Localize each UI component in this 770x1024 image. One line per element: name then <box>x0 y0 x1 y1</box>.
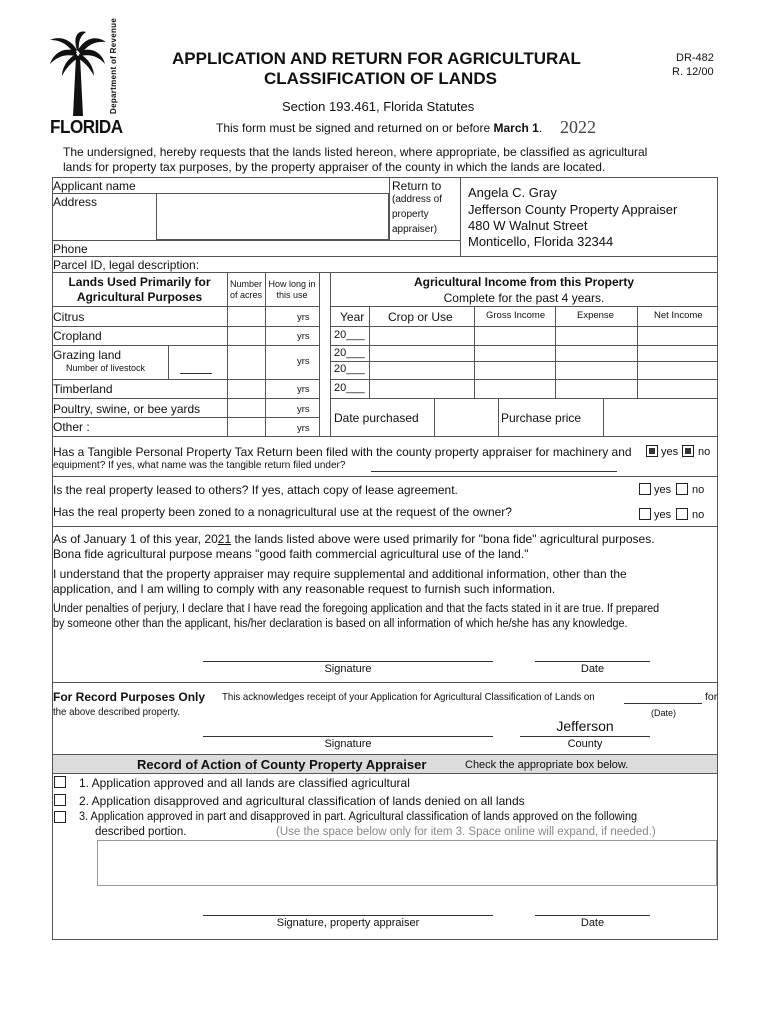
purchase-price-label: Purchase price <box>501 411 582 425</box>
q3-yes-label: yes <box>654 509 672 521</box>
parcel-field[interactable] <box>210 257 715 271</box>
address-label: Address <box>53 195 98 209</box>
q1-no-label: no <box>698 446 711 458</box>
parcel-label: Parcel ID, legal description: <box>53 258 200 272</box>
statement-year[interactable]: 21 <box>217 532 232 546</box>
land-label: Grazing land <box>53 348 122 362</box>
action-title: Record of Action of County Property Appraiser <box>137 757 427 772</box>
lands-header-line1: Lands Used Primarily for <box>68 275 211 289</box>
record-purposes-title: For Record Purposes Only <box>53 690 206 704</box>
q1-yes-label: yes <box>661 446 679 458</box>
lands-header <box>52 275 227 305</box>
income-year-2[interactable]: 20___ <box>334 347 365 359</box>
form-title-line2: CLASSIFICATION OF LANDS <box>264 69 497 88</box>
land-unit: yrs <box>297 384 310 395</box>
land-unit: yrs <box>297 331 310 342</box>
appraiser-name: Angela C. Gray <box>468 185 557 200</box>
deadline-prefix: This form must be signed and returned on or before <box>216 121 494 135</box>
intro-line2: lands for property tax purposes, by the property appraiser of the county in which the lands are located. <box>63 160 606 174</box>
address-field[interactable] <box>156 193 389 240</box>
q2-yes-checkbox[interactable] <box>639 483 651 495</box>
land-label: Poultry, swine, or bee yards <box>53 402 201 416</box>
appraiser-office: Jefferson County Property Appraiser <box>468 202 678 217</box>
q2-yes-label: yes <box>654 484 672 496</box>
form-revision: R. 12/00 <box>672 66 714 78</box>
appraiser-city: Monticello, Florida 32344 <box>468 234 614 249</box>
applicant-name-label: Applicant name <box>53 179 136 193</box>
q2-no-checkbox[interactable] <box>676 483 688 495</box>
described-portion-field[interactable] <box>97 840 717 886</box>
col-year: Year <box>340 310 365 324</box>
record-date-note: (Date) <box>651 708 677 718</box>
return-to-line2: (address of <box>392 194 443 205</box>
action-partial-checkbox[interactable] <box>54 811 66 823</box>
florida-dor-logo <box>50 17 123 138</box>
county-label: County <box>567 738 603 750</box>
q2-no-label: no <box>692 484 705 496</box>
form-title-line1: APPLICATION AND RETURN FOR AGRICULTURAL <box>172 49 581 68</box>
phone-field[interactable] <box>95 241 385 256</box>
record-line2: the above described property. <box>53 706 181 718</box>
income-year-1[interactable]: 20___ <box>334 329 365 341</box>
return-to-line1: Return to <box>392 179 442 193</box>
lands-header-line2: Agricultural Purposes <box>76 290 203 304</box>
livestock-field[interactable] <box>180 373 212 374</box>
action-approved-label: 1. Application approved and all lands are classified agricultural <box>79 776 410 790</box>
statement-supplemental-line2: application, and I am willing to comply with any reasonable request to furnish such information. <box>53 582 556 596</box>
action-partial-label-line2: described portion. <box>95 826 187 838</box>
income-year-3[interactable]: 20___ <box>334 363 365 375</box>
col-net: Net Income <box>654 310 703 321</box>
return-to-line4: appraiser) <box>392 224 438 235</box>
county-line <box>520 736 650 737</box>
county-value[interactable]: Jefferson <box>556 718 614 734</box>
record-purposes-text: This acknowledges receipt of your Application for Agricultural Classification of Lands on <box>222 691 595 703</box>
land-label: Cropland <box>53 329 102 343</box>
applicant-name-field[interactable] <box>150 178 388 192</box>
income-year-4[interactable]: 20___ <box>334 382 365 394</box>
form-number: DR-482 <box>676 52 714 64</box>
question-tangible-return: Has a Tangible Personal Property Tax Return been filed with the county property appraiser for machinery and <box>53 445 632 459</box>
action-partial-label: 3. Application approved in part and disapproved in part. Agricultural classification of lands approved on the following <box>79 811 638 823</box>
acres-header-line2: of acres <box>229 290 262 300</box>
col-crop: Crop or Use <box>388 310 453 324</box>
statement-perjury-line2: by someone other than the applicant, his/her declaration is based on all information of which he/she has any knowledge. <box>53 618 628 630</box>
statute-reference: Section 193.461, Florida Statutes <box>282 99 475 114</box>
land-label: Citrus <box>53 310 85 324</box>
land-unit: yrs <box>297 404 310 415</box>
statement-supplemental: I understand that the property appraiser may require supplemental and additional information, other than the <box>53 567 627 581</box>
acres-header-line1: Number <box>229 279 262 289</box>
acres-header <box>227 279 265 301</box>
applicant-date-label: Date <box>580 663 605 675</box>
q3-no-label: no <box>692 509 705 521</box>
land-unit: yrs <box>297 312 310 323</box>
action-partial-note: (Use the space below only for item 3. Space online will expand, if needed.) <box>276 826 656 838</box>
livestock-label: Number of livestock <box>66 363 146 373</box>
appraiser-street: 480 W Walnut Street <box>468 218 588 233</box>
howlong-header-line2: this use <box>276 290 308 300</box>
applicant-date-line[interactable] <box>535 661 650 662</box>
col-gross: Gross Income <box>486 310 546 321</box>
statement-prefix: As of January 1 of this year, 20 <box>53 532 218 546</box>
record-signature-label: Signature <box>324 738 372 750</box>
dept-vertical-text: Department of Revenue <box>109 17 118 114</box>
income-subtitle: Complete for the past 4 years. <box>443 291 605 305</box>
appraiser-date-line[interactable] <box>535 915 650 916</box>
action-check-note: Check the appropriate box below. <box>465 759 629 771</box>
date-purchased-label: Date purchased <box>334 411 419 425</box>
question-tangible-return-line2: equipment? If yes, what name was the tangible return filed under? <box>53 460 346 471</box>
record-for: for <box>705 691 718 703</box>
q1-yes-checkbox[interactable] <box>646 445 658 457</box>
florida-wordmark: FLORIDA <box>50 117 123 137</box>
q1-no-checkbox[interactable] <box>682 445 694 457</box>
tax-year[interactable]: 2022 <box>560 117 596 137</box>
statement-suffix: the lands listed above were used primarily for "bona fide" agricultural purposes. <box>231 532 655 546</box>
action-disapproved-label: 2. Application disapproved and agricultural classification of lands denied on all lands <box>79 794 525 808</box>
col-expense: Expense <box>577 310 614 321</box>
intro-line1: The undersigned, hereby requests that the lands listed hereon, where appropriate, be classified as agricultural <box>63 145 648 159</box>
statement-perjury: Under penalties of perjury, I declare that I have read the foregoing application and that the facts stated in it are true. If prepared <box>53 603 660 615</box>
tangible-name-field[interactable] <box>371 471 617 472</box>
land-unit: yrs <box>297 423 310 434</box>
deadline-date: March 1 <box>493 121 539 135</box>
appraiser-date-label: Date <box>580 917 605 929</box>
howlong-header-line1: How long in <box>268 279 316 289</box>
phone-label: Phone <box>53 242 88 256</box>
return-to-line3: property <box>392 209 429 220</box>
applicant-signature-label: Signature <box>324 663 372 675</box>
land-unit: yrs <box>297 356 310 367</box>
date-purchased-field[interactable] <box>436 400 498 434</box>
income-title: Agricultural Income from this Property <box>413 275 635 289</box>
statement-bona-fide-line2: Bona fide agricultural purpose means "good faith commercial agricultural use of the land." <box>53 547 529 561</box>
applicant-signature-line[interactable] <box>203 661 493 662</box>
record-signature-line[interactable] <box>203 736 493 737</box>
question-leased: Is the real property leased to others? If yes, attach copy of lease agreement. <box>53 483 458 497</box>
deadline-text <box>216 122 542 134</box>
land-label: Timberland <box>53 382 113 396</box>
appraiser-signature-label: Signature, property appraiser <box>276 917 420 929</box>
palm-tree-icon <box>50 30 106 116</box>
statement-bona-fide <box>53 533 655 545</box>
record-date-field[interactable] <box>624 703 702 704</box>
howlong-header <box>265 279 319 301</box>
action-approved-checkbox[interactable] <box>54 776 66 788</box>
appraiser-signature-line[interactable] <box>203 915 493 916</box>
question-zoned: Has the real property been zoned to a nonagricultural use at the request of the owner? <box>53 505 512 519</box>
land-label: Other : <box>53 420 90 434</box>
action-disapproved-checkbox[interactable] <box>54 794 66 806</box>
deadline-suffix: . <box>538 121 543 135</box>
purchase-price-field[interactable] <box>605 400 715 434</box>
q3-no-checkbox[interactable] <box>676 508 688 520</box>
q3-yes-checkbox[interactable] <box>639 508 651 520</box>
